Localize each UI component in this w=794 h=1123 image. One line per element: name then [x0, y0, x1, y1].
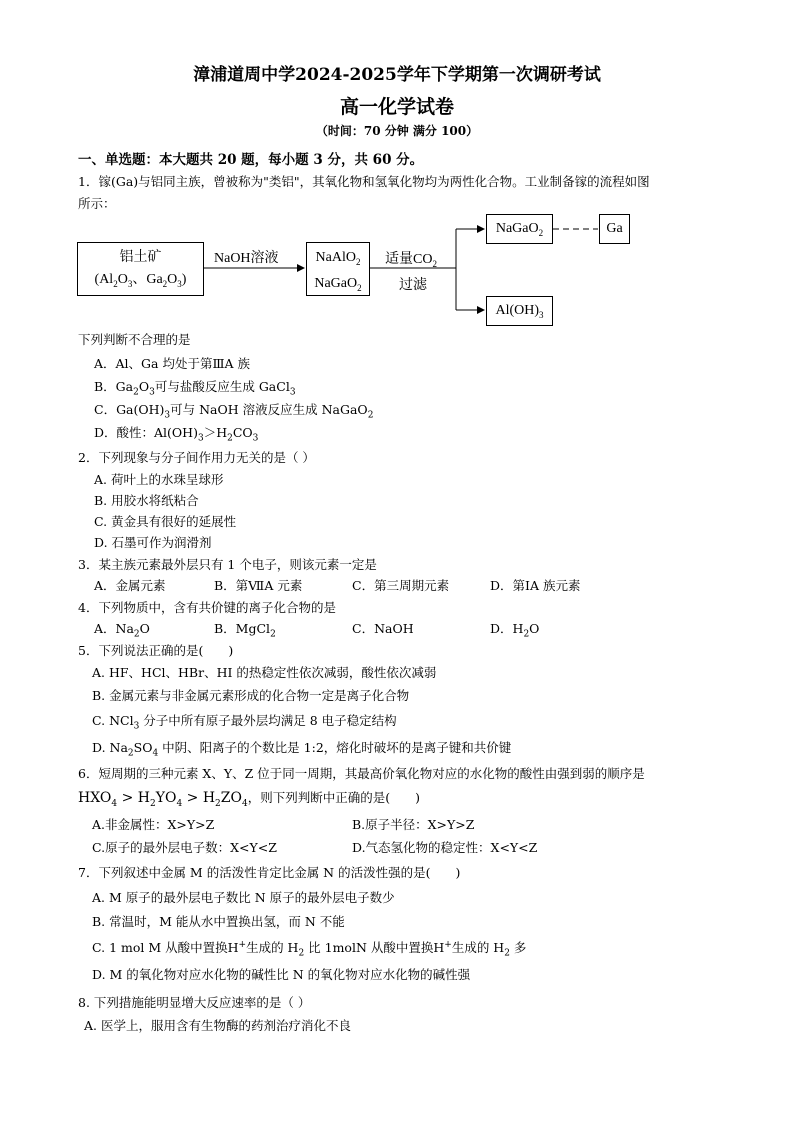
- q8-stem: 8. 下列措施能明显增大反应速率的是（ ）: [78, 995, 311, 1010]
- q1-option-b: B．$Ga_2O_3$可与盐酸反应生成 GaCl$_3$: [94, 379, 296, 398]
- q2-stem: 2．下列现象与分子间作用力无关的是（ ）: [78, 450, 315, 465]
- exam-subtitle: 高一化学试卷: [339, 96, 454, 118]
- arrow1-label: NaOH溶液: [214, 251, 279, 266]
- section-heading: 一、单选题：本大题共 20 题，每小题 3 分，共 60 分。: [78, 152, 424, 168]
- box-ga: Ga: [599, 214, 630, 244]
- exam-title: 漳浦道周中学2024-2025学年下学期第一次调研考试: [193, 65, 601, 85]
- box-nagao2: NaGaO$_2$: [486, 214, 553, 244]
- q2-option-a: A. 荷叶上的水珠呈球形: [94, 472, 224, 487]
- q7-option-b: B. 常温时，M 能从水中置换出氢，而 N 不能: [92, 914, 345, 929]
- q1-option-c: C．$Ga(OH)_3$可与 NaOH 溶液反应生成 NaGaO$_2$: [94, 402, 374, 421]
- q4-option-c: C．NaOH: [352, 621, 414, 636]
- box-aloh3: $Al(OH)_3$: [486, 296, 553, 326]
- q3-option-a: A．金属元素: [94, 578, 166, 593]
- q8-option-a: A. 医学上，服用含有生物酶的药剂治疗消化不良: [84, 1018, 351, 1033]
- q6-option-d: D.气态氢化物的稳定性：X<Y<Z: [352, 840, 538, 855]
- box-bauxite: 铝土矿 ($Al_2O_3$、$Ga_2O_3$): [77, 242, 204, 296]
- q2-option-b: B. 用胶水将纸粘合: [94, 493, 199, 508]
- arrow2-label-filter: 过滤: [399, 278, 427, 293]
- q2-option-d: D. 石墨可作为润滑剂: [94, 535, 212, 550]
- q1-stem: 1．镓(Ga)与铝同主族，曾被称为"类铝"，其氧化物和氢氧化物均为两性化合物。工业制备镓的流程如图: [78, 174, 650, 189]
- q4-option-d: D．$H_2O$: [490, 621, 540, 640]
- q4-stem: 4．下列物质中，含有共价键的离子化合物的是: [78, 600, 336, 615]
- q2-option-c: C. 黄金具有很好的延展性: [94, 514, 237, 529]
- q6-option-c: C.原子的最外层电子数：X<Y<Z: [92, 840, 277, 855]
- q5-option-d: D. $Na_2SO_4$ 中阴、阳离子的个数比是 1:2，熔化时破坏的是离子键和共价键: [92, 740, 512, 759]
- q3-stem: 3．某主族元素最外层只有 1 个电子，则该元素一定是: [78, 557, 377, 572]
- q4-option-b: B．MgCl$_2$: [214, 621, 276, 640]
- q1-option-d: D．酸性：$Al(OH)_3>H_2CO_3$: [94, 425, 259, 444]
- q1-stem-cont: 所示：: [78, 196, 116, 211]
- q1-option-a: A．Al、Ga 均处于第ⅢA 族: [94, 356, 251, 371]
- q5-option-b: B. 金属元素与非金属元素形成的化合物一定是离子化合物: [92, 688, 410, 703]
- q7-option-a: A. M 原子的最外层电子数比 N 原子的最外层电子数少: [92, 890, 395, 905]
- q6-option-b: B.原子半径：X>Y>Z: [352, 817, 475, 832]
- q5-option-a: A. HF、HCl、HBr、HI 的热稳定性依次减弱，酸性依次减弱: [92, 665, 437, 680]
- q6-formula: $HXO_4 > H_2YO_4 > H_2ZO_4$，则下列判断中正确的是( ): [78, 790, 420, 809]
- q6-stem: 6．短周期的三种元素 X、Y、Z 位于同一周期，其最高价氧化物对应的水化物的酸性由强到弱的顺序是: [78, 766, 645, 781]
- q6-option-a: A.非金属性：X>Y>Z: [92, 817, 215, 832]
- q1-ask: 下列判断不合理的是: [78, 332, 191, 347]
- q5-stem: 5．下列说法正确的是( ): [78, 643, 234, 658]
- q7-option-c: C. 1 mol M 从酸中置换H+生成的 $H_2$ 比 1molN 从酸中置换H+生成的 $H_2$ 多: [92, 939, 527, 959]
- q4-option-a: A．$Na_2O$: [94, 621, 150, 640]
- exam-info: （时间：70 分钟 满分 100）: [315, 124, 479, 138]
- q7-stem: 7．下列叙述中金属 M 的活泼性肯定比金属 N 的活泼性强的是( ): [78, 865, 461, 880]
- box-solution: NaAlO$_2$ NaGaO$_2$: [306, 242, 370, 296]
- q7-option-d: D. M 的氧化物对应水化物的碱性比 N 的氧化物对应水化物的碱性强: [92, 967, 471, 982]
- q3-option-d: D．第ⅠA 族元素: [490, 578, 581, 593]
- q3-option-c: C．第三周期元素: [352, 578, 450, 593]
- q5-option-c: C. NCl$_3$ 分子中所有原子最外层均满足 8 电子稳定结构: [92, 713, 397, 732]
- arrow2-label-co2: 适量$CO_2$: [385, 252, 437, 269]
- q3-option-b: B．第ⅦA 元素: [214, 578, 303, 593]
